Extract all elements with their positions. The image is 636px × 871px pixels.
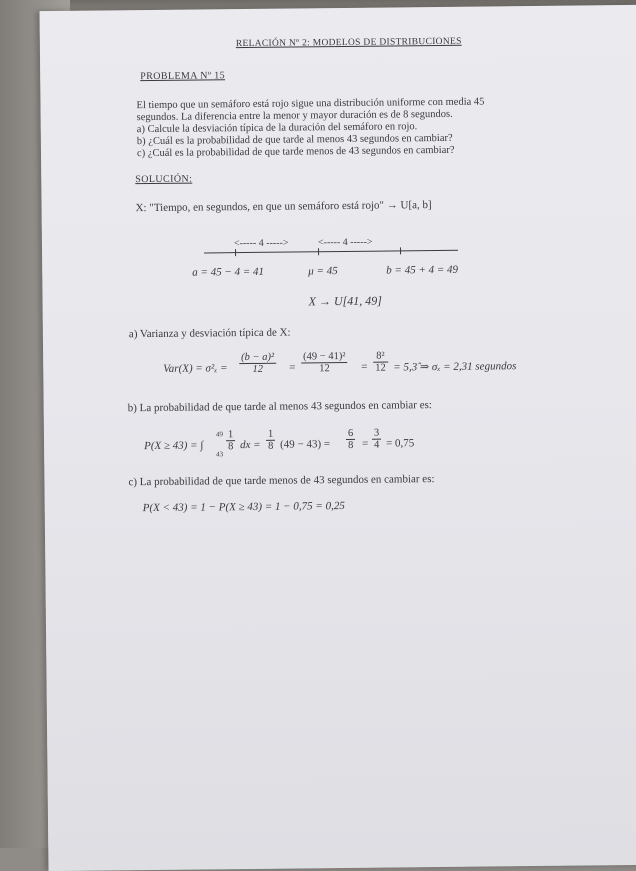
document-header: RELACIÓN Nº 2: MODELOS DE DISTRIBUCIONES: [235, 36, 462, 50]
pc-formula: P(X < 43) = 1 − P(X ≥ 43) = 1 − 0,75 = 0,25: [142, 499, 345, 515]
var-f1-den: 12: [252, 363, 264, 375]
var-f3-num: 8²: [373, 351, 388, 363]
var-lhs: Var(X) = σ²ₓ =: [163, 362, 228, 375]
pb-mid: (49 − 43) =: [280, 438, 331, 451]
pb-f4-den: 4: [374, 439, 380, 451]
pb-result: = 0,75: [385, 437, 415, 450]
part-a-title: a) Varianza y desviación típica de X:: [128, 326, 291, 341]
pb-f1-num: 1: [226, 429, 235, 441]
var-f1-num: (b − a)²: [239, 352, 276, 364]
pb-dx: dx =: [240, 438, 261, 452]
problem-title: PROBLEMA Nº 15: [140, 70, 226, 83]
equals-1: =: [289, 361, 296, 374]
paper-sheet: [40, 5, 636, 871]
pb-fraction-2: [266, 429, 275, 452]
b-value: b = 45 + 4 = 49: [386, 263, 459, 277]
tick-mu: [318, 248, 319, 255]
part-b-title: b) La probabilidad de que tarde al menos 43 segundos en cambiar es:: [127, 399, 432, 415]
pb-f2-den: 8: [268, 440, 274, 452]
var-fraction-3: [373, 351, 388, 374]
var-f2-den: 12: [319, 363, 330, 375]
pb-f1-den: 8: [228, 441, 234, 453]
pb-integral-upper: 49: [215, 430, 223, 439]
statement-line-2: segundos. La diferencia entre la menor y mayor duración es de 8 segundos.: [136, 108, 453, 124]
pb-f2-num: 1: [266, 429, 275, 441]
question-b: b) ¿Cuál es la probabilidad de que tarde al menos 43 segundos en cambiar?: [136, 132, 453, 148]
pb-f3-num: 6: [346, 428, 355, 440]
distribution: X → U[41, 49]: [308, 293, 382, 309]
pb-fraction-1: [226, 429, 235, 452]
tick-b: [400, 247, 401, 254]
pb-f4-num: 3: [372, 428, 381, 440]
var-fraction-2: [301, 351, 348, 374]
var-f2-num: (49 − 41)²: [301, 351, 347, 363]
pb-fraction-4: [372, 428, 381, 451]
var-fraction-1: [239, 352, 276, 375]
equals-3: =: [361, 437, 369, 450]
question-a: a) Calcule la desviación típica de la duración del semáforo en rojo.: [136, 121, 418, 136]
question-c: c) ¿Cuál es la probabilidad de que tarde menos de 43 segundos en cambiar?: [136, 144, 455, 160]
number-line: [204, 250, 458, 254]
statement-line-1: El tiempo que un semáforo está rojo sigue una distribución uniforme con media 45: [136, 96, 485, 112]
tick-a: [235, 249, 236, 256]
pb-fraction-3: [346, 428, 355, 451]
x-definition: X: "Tiempo, en segundos, en que un semáforo está rojo" → U[a, b]: [135, 199, 432, 215]
pb-lhs: P(X ≥ 43) = ∫: [144, 439, 204, 453]
a-value: a = 45 − 4 = 41: [192, 265, 265, 279]
var-result: = 5,3̂ ⇒ σₓ = 2,31 segundos: [393, 360, 517, 374]
pb-integral-lower: 43: [216, 450, 224, 459]
var-f3-den: 12: [375, 362, 386, 374]
segment-label-left: <----- 4 ----->: [233, 237, 289, 250]
part-c-title: c) La probabilidad de que tarde menos de 43 segundos en cambiar es:: [128, 473, 435, 489]
mu-value: μ = 45: [308, 265, 338, 278]
equals-2: =: [361, 360, 368, 373]
segment-label-right: <----- 4 ----->: [317, 236, 373, 249]
pb-f3-den: 8: [348, 439, 354, 451]
solution-title: SOLUCIÓN:: [135, 173, 193, 186]
